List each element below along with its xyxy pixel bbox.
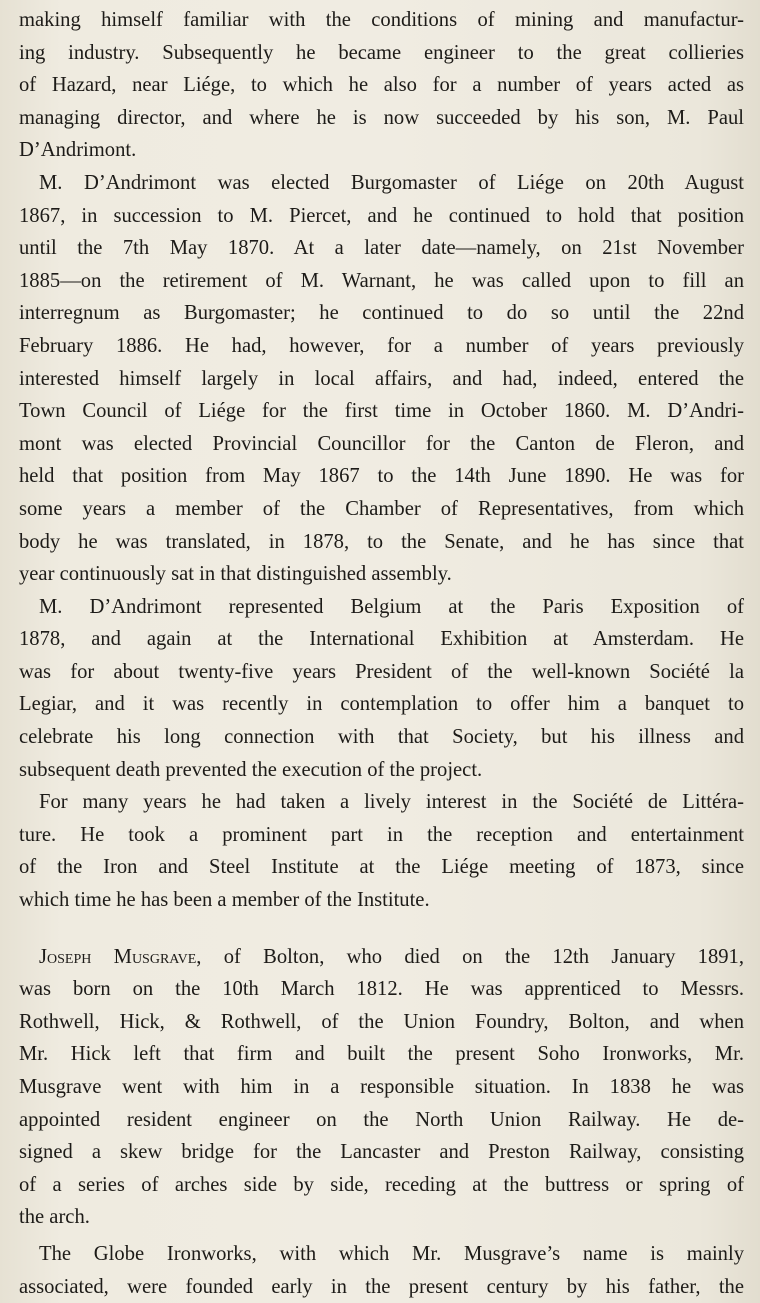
paragraph-5 [19, 941, 744, 1234]
text-line: ture. He took a prominent part in the reception and entertainment [19, 823, 744, 846]
text-line [19, 941, 744, 974]
text-line: interested himself largely in local affairs, and had, indeed, entered the [19, 367, 744, 390]
text-line: Musgrave went with him in a responsible situation. In 1838 he was [19, 1076, 744, 1098]
text-line: D’Andrimont. [19, 139, 137, 162]
obituary-name: Joseph Musgrave [39, 945, 197, 968]
text-line: was born on the 10th March 1812. He was apprenticed to Messrs. [19, 978, 744, 1001]
text-line: The Globe Ironworks, with which Mr. Musgrave’s name is mainly [39, 1242, 744, 1265]
paragraph-4 [19, 786, 744, 916]
text-line: year continuously sat in that distinguished assembly. [19, 563, 452, 586]
text-line: interregnum as Burgomaster; he continued to do so until the 22nd [19, 302, 744, 325]
text-line: subsequent death prevented the execution of the project. [19, 758, 483, 781]
text-line: Town Council of Liége for the first time in October 1860. M. D’Andri- [19, 400, 744, 423]
paragraph-6 [19, 1238, 744, 1303]
text-line: ing industry. Subsequently he became engineer to the great collieries [19, 41, 744, 64]
text-line: For many years he had taken a lively interest in the Société de Littéra- [39, 791, 744, 814]
text-line: some years a member of the Chamber of Representatives, from which [19, 497, 744, 520]
text-line: 1878, and again at the International Exhibition at Amsterdam. He [19, 628, 744, 651]
text-line: signed a skew bridge for the Lancaster and Preston Railway, consisting [19, 1141, 744, 1164]
text-line: was for about twenty-five years President of the well-known Société la [19, 660, 744, 683]
text-line: of the Iron and Steel Institute at the Liége meeting of 1873, since [19, 856, 744, 879]
text-line: February 1886. He had, however, for a number of years previously [19, 334, 744, 357]
text-line: 1867, in succession to M. Piercet, and he continued to hold that position [19, 204, 744, 227]
text-line: appointed resident engineer on the North Union Railway. He de- [19, 1108, 744, 1131]
paragraph-1 [19, 4, 744, 167]
text-line: celebrate his long connection with that Society, but his illness and [19, 726, 744, 749]
text-line: which time he has been a member of the Institute. [19, 889, 430, 912]
text-line: body he was translated, in 1878, to the Senate, and he has since that [19, 530, 744, 553]
text-line: M. D’Andrimont was elected Burgomaster of Liége on 20th August [39, 171, 744, 194]
text-line: making himself familiar with the conditions of mining and manufactur- [19, 9, 744, 31]
paragraph-2 [19, 167, 744, 591]
text-line: of Hazard, near Liége, to which he also for a number of years acted as [19, 74, 744, 97]
text-line: Rothwell, Hick, & Rothwell, of the Union Foundry, Bolton, and when [19, 1010, 744, 1033]
text-line-rest: , of Bolton, who died on the 12th January 1891, [196, 945, 744, 968]
text-line: of a series of arches side by side, receding at the buttress or spring of [19, 1173, 744, 1196]
text-line: mont was elected Provincial Councillor for the Canton de Fleron, and [19, 432, 744, 455]
text-line: managing director, and where he is now succeeded by his son, M. Paul [19, 106, 744, 129]
text-line: 1885—on the retirement of M. Warnant, he was called upon to fill an [19, 269, 744, 292]
text-line: the arch. [19, 1206, 90, 1229]
text-line: Mr. Hick left that firm and built the present Soho Ironworks, Mr. [19, 1043, 744, 1066]
text-line: associated, were founded early in the present century by his father, the [19, 1275, 744, 1298]
text-line: held that position from May 1867 to the 14th June 1890. He was for [19, 465, 744, 488]
text-line: Legiar, and it was recently in contemplation to offer him a banquet to [19, 693, 744, 716]
text-line: until the 7th May 1870. At a later date—namely, on 21st November [19, 237, 744, 260]
paragraph-3 [19, 591, 744, 787]
text-line: M. D’Andrimont represented Belgium at the Paris Exposition of [39, 595, 744, 618]
section-gap [19, 917, 744, 941]
